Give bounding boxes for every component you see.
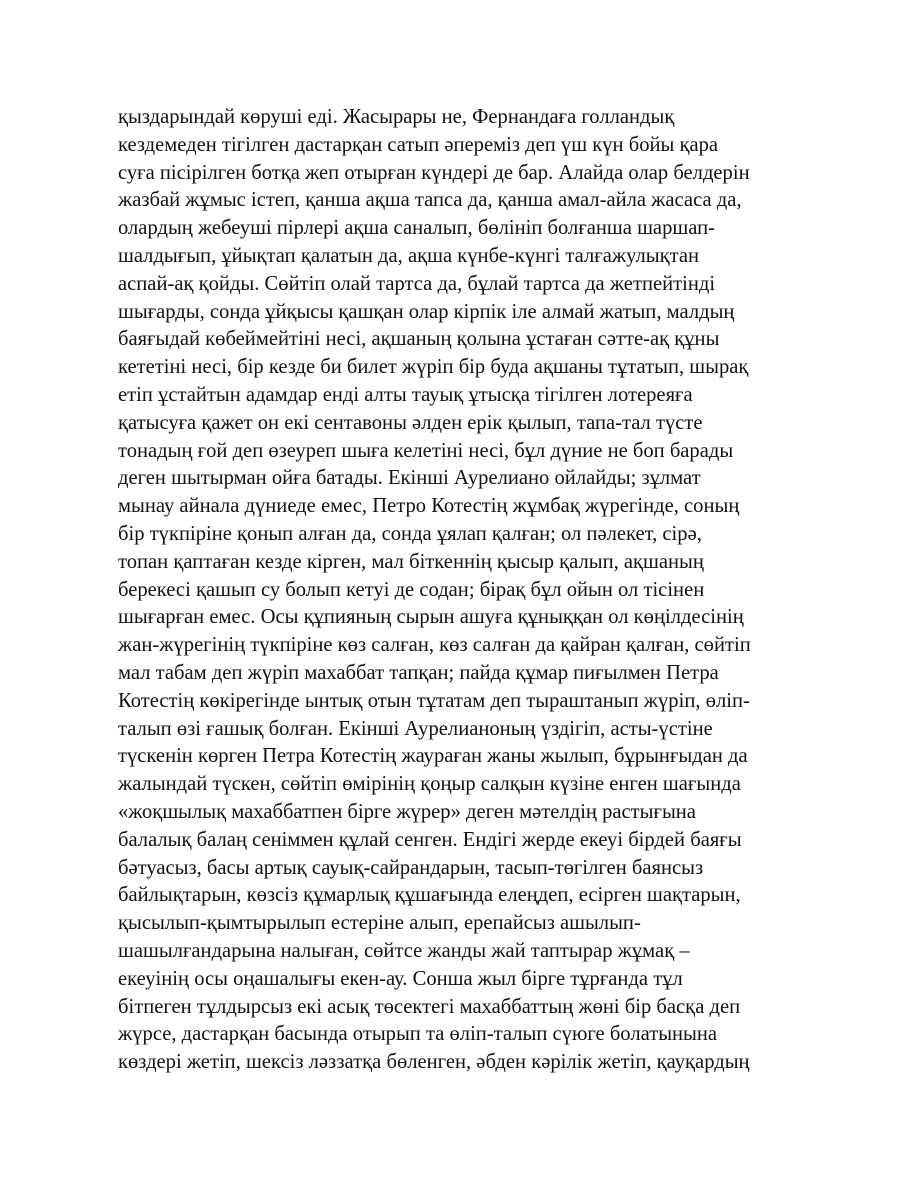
text-line: шығарды, сонда ұйқысы қашқан олар кірпік іле алмай жатып, малдың	[118, 300, 735, 323]
text-line: деген шытырман ойға батады. Екінші Аурелиано ойлайды; зұлмат	[118, 467, 701, 490]
text-line: бітпеген тұлдырсыз екі асық төсектегі махаббаттың жөні бір басқа деп	[118, 995, 741, 1018]
text-line: балалық балаң сеніммен құлай сенген. Ендігі жерде екеуі бірдей баяғы	[118, 828, 742, 851]
text-line: топан қаптаған кезде кірген, мал біткеннің қысыр қалып, ақшаның	[118, 550, 704, 573]
text-line: бір түкпіріне қонып алған да, сонда ұялап қалған; ол пәлекет, сірә,	[118, 522, 702, 545]
text-line: бәтуасыз, басы артық сауық-сайрандарын, тасып-төгілген баянсыз	[118, 856, 704, 879]
text-line: тонадың ғой деп өзеуреп шыға келетіні несі, бұл дүние не боп барады	[118, 439, 734, 462]
text-line: жазбай жұмыс істеп, қанша ақша тапса да, қанша амал-айла жасаса да,	[118, 189, 742, 212]
text-line: талып өзі ғашық болған. Екінші Аурелианоның үздігіп, асты-үстіне	[118, 717, 713, 740]
body-text	[118, 104, 818, 1077]
text-line: етіп ұстайтын адамдар енді алты тауық ұтысқа тігілген лотереяға	[118, 383, 693, 406]
text-line: мынау айнала дүниеде емес, Петро Котестің жұмбақ жүрегінде, соның	[118, 495, 740, 518]
text-line: жан-жүрегінің түкпіріне көз салған, көз салған да қайран қалған, сөйтіп	[118, 634, 751, 657]
text-line: қатысуға қажет он екі сентавоны әлден ерік қылып, тапа-тал түсте	[118, 411, 703, 434]
text-line: байлықтарын, көзсіз құмарлық құшағында елеңдеп, есірген шақтарын,	[118, 884, 741, 907]
text-line: суға пісірілген ботқа жеп отырған күндері де бар. Алайда олар белдерін	[118, 161, 750, 184]
text-line: қысылып-қымтырылып естеріне алып, ерепайсыз ашылып-	[118, 912, 641, 935]
text-line: олардың жебеуші пірлері ақша саналып, бөлініп болғанша шаршап-	[118, 217, 715, 240]
text-line: Котестің көкірегінде ынтық отын тұтатам деп тыраштанып жүріп, өліп-	[118, 689, 750, 712]
text-line: шалдығып, ұйықтап қалатын да, ақша күнбе-күнгі талғажулықтан	[118, 244, 699, 267]
text-line: көздері жетіп, шексіз ләззатқа бөленген, әбден кәрілік жетіп, қауқардың	[118, 1051, 750, 1074]
text-line: шашылғандарына налыған, сөйтсе жанды жай таптырар жұмақ –	[118, 939, 690, 962]
text-line: «жоқшылық махаббатпен бірге жүрер» деген мәтелдің растығына	[118, 800, 696, 823]
text-line: қыздарындай көруші еді. Жасырары не, Фернандаға голландық	[118, 106, 675, 128]
text-line: жүрсе, дастарқан басында отырып та өліп-талып сүюге болатынына	[118, 1023, 718, 1046]
text-line: кететіні несі, бір кезде би билет жүріп бір буда ақшаны тұтатып, шырақ	[118, 356, 749, 379]
text-line: шығарған емес. Осы құпияның сырын ашуға құныққан ол көңілдесінің	[118, 606, 744, 629]
text-line: жалындай түскен, сөйтіп өмірінің қоңыр салқын күзіне енген шағында	[118, 773, 741, 796]
text-line: түскенін көрген Петра Котестің жаураған жаны жылып, бұрынғыдан да	[118, 745, 748, 768]
text-line: мал табам деп жүріп махаббат тапқан; пайда құмар пиғылмен Петра	[118, 661, 719, 684]
text-line: аспай-ақ қойды. Сөйтіп олай тартса да, бұлай тартса да жетпейтінді	[118, 272, 716, 295]
text-line: кездемеден тігілген дастарқан сатып әпереміз деп үш күн бойы қара	[118, 133, 719, 156]
text-line: екеуінің осы оңашалығы екен-ау. Сонша жыл бірге тұрғанда тұл	[118, 967, 683, 990]
text-line: берекесі қашып су болып кетуі де содан; бірақ бұл ойын ол тісінен	[118, 578, 705, 601]
text-line: баяғыдай көбеймейтіні несі, ақшаның қолына ұстаған сәтте-ақ құны	[118, 328, 720, 351]
